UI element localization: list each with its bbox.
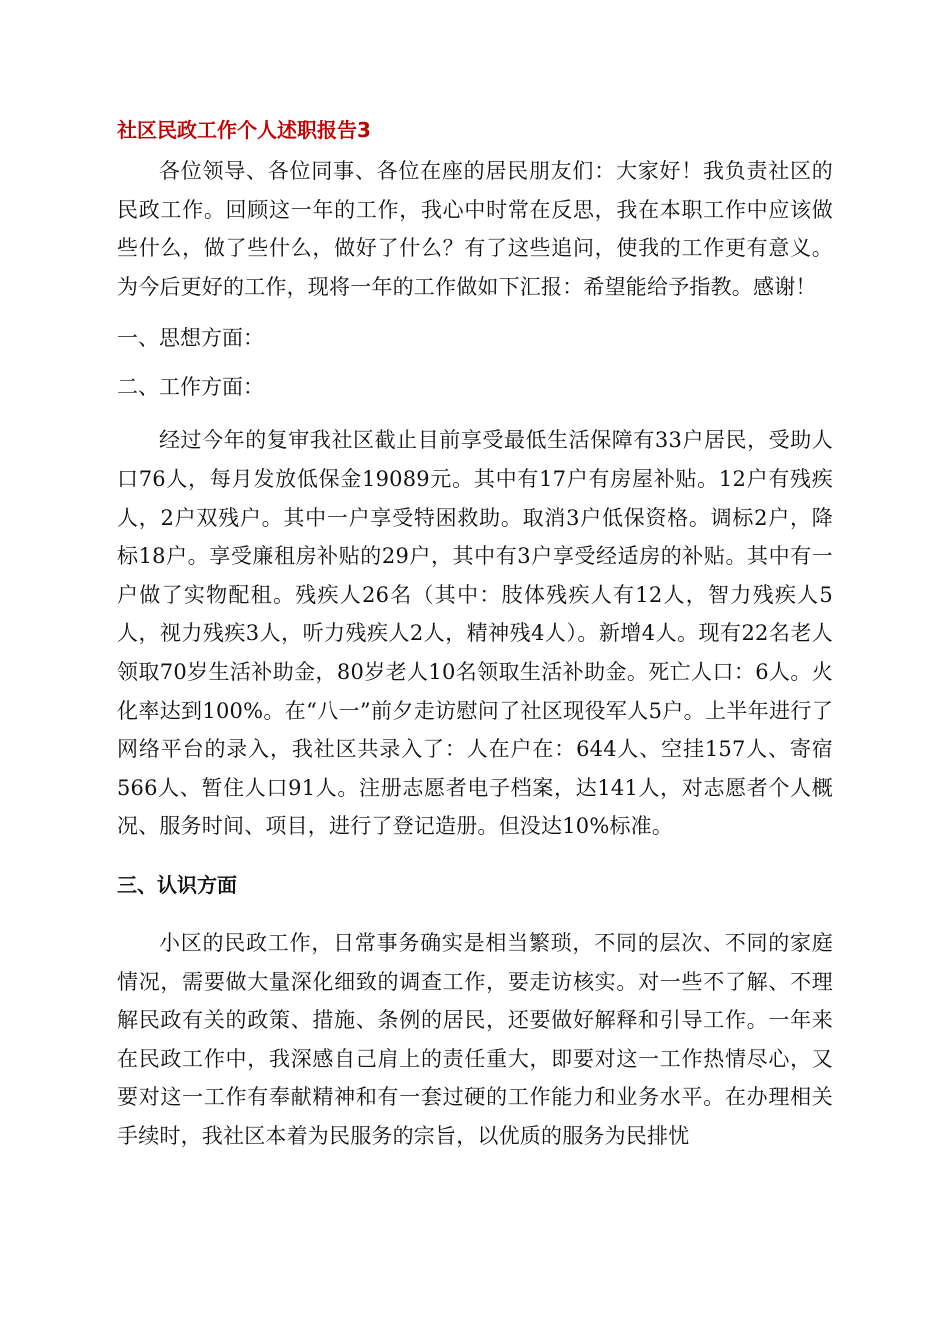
document-body bbox=[117, 116, 833, 1155]
document-title: 社区民政工作个人述职报告3 bbox=[117, 118, 371, 142]
section-heading-work: 二、工作方面： bbox=[117, 375, 264, 400]
intro-paragraph: 各位领导、各位同事、各位在座的居民朋友们：大家好！我负责社区的民政工作。回顾这一年的工作，我心中时常在反思，我在本职工作中应该做些什么，做了些什么，做好了什么？有了这些追问，使我的工作更有意义。为今后更好的工作，现将一年的工作做如下汇报：希望能给予指教。感谢！ bbox=[117, 159, 833, 299]
section-heading-thought: 一、思想方面： bbox=[117, 326, 264, 351]
section-heading-understanding: 三、认识方面 bbox=[117, 872, 237, 897]
understanding-paragraph: 小区的民政工作，日常事务确实是相当繁琐，不同的层次、不同的家庭情况，需要做大量深化细致的调查工作，要走访核实。对一些不了解、不理解民政有关的政策、措施、条例的居民，还要做好解释和引导工作。一年来在民政工作中，我深感自己肩上的责任重大，即要对这一工作热情尽心，又要对这一工作有奉献精神和有一套过硬的工作能力和业务水平。在办理相关手续时，我社区本着为民服务的宗旨，以优质的服务为民排忧 bbox=[117, 930, 833, 1148]
work-paragraph: 经过今年的复审我社区截止目前享受最低生活保障有33户居民，受助人口76人，每月发放低保金19089元。其中有17户有房屋补贴。12户有残疾人，2户双残户。其中一户享受特困救助。取消3户低保资格。调标2户，降标18户。享受廉租房补贴的29户，其中有3户享受经适房的补贴。其中有一户做了实物配租。残疾人26名（其中：肢体残疾人有12人，智力残疾人5人，视力残疾3人，听力残疾人2人，精神残4人）。新增4人。现有22名老人领取70岁生活补助金，80岁老人10名领取生活补助金。死亡人口：6人。火化率达到100%。在“八一”前夕走访慰问了社区现役军人5户。上半年进行了网络平台的录入，我社区共录入了：人在户在：644人、空挂157人、寄宿566人、暂住人口91人。注册志愿者电子档案，达141人，对志愿者个人概况、服务时间、项目，进行了登记造册。但没达10%标准。 bbox=[117, 428, 833, 839]
